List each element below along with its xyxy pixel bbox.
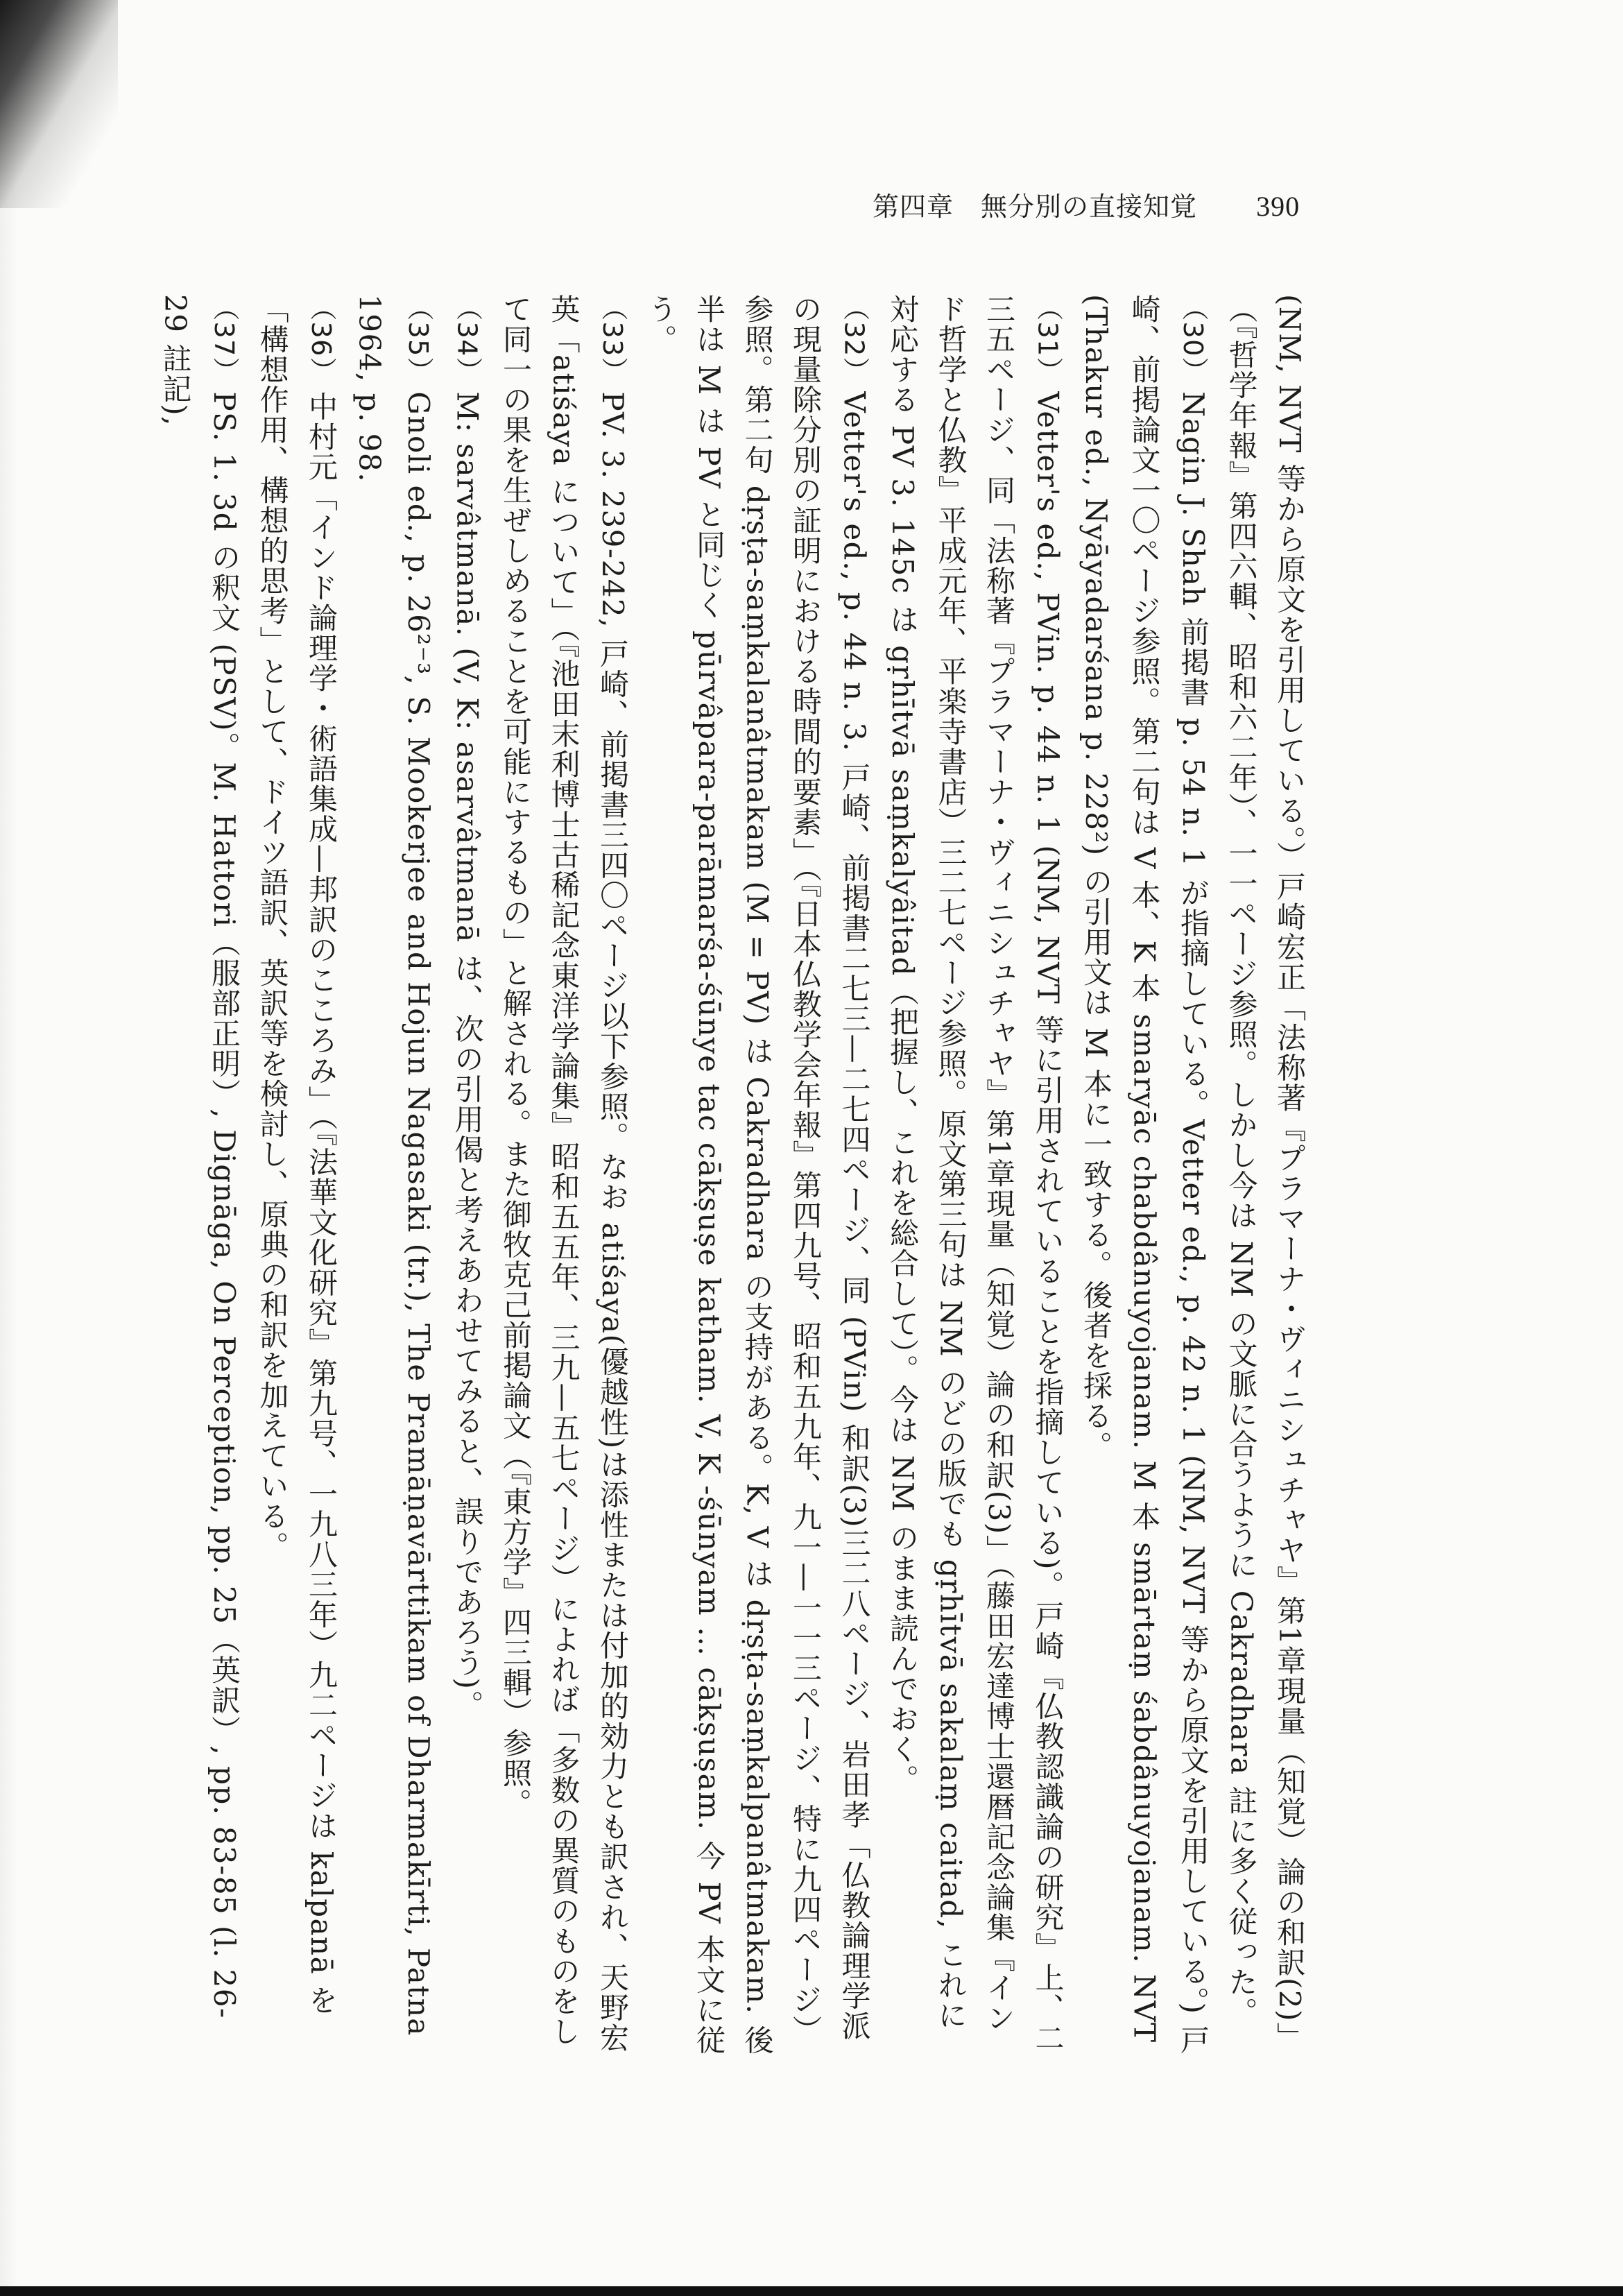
running-head: [873, 189, 1300, 225]
note-number: （30）: [1178, 294, 1208, 385]
note-34: [443, 294, 492, 2056]
footnotes-block: [158, 294, 1314, 2056]
note-number: （36）: [306, 294, 336, 385]
note-text: (NM, NVT 等から原文を引用している。）戸崎宏正「法称著『プラマーナ・ヴィニシュチャヤ』第1章現量（知覚）論の和訳(2)」（『哲学年報』第四六輯、昭和六二年）、一一ページ参照。しかし今は NM の文脈に合うように Cakradhara 註に多く従った。: [1224, 294, 1307, 2053]
note-continuation: [1217, 294, 1314, 2056]
note-number: （37）: [209, 294, 239, 385]
page-spine-shadow: [0, 0, 18, 2296]
chapter-title: 第四章 無分別の直接知覚: [873, 191, 1198, 222]
page-number: 390: [1256, 191, 1300, 222]
note-35: [345, 294, 443, 2056]
note-37: [151, 294, 248, 2056]
note-31: [879, 294, 1072, 2056]
note-text: Vetter's ed., p. 44 n. 3. 戸崎、前掲書二七三—二七四ページ、同 (PVin) 和訳(3)三二八ページ、岩田孝「仏教論理学派の現量除分別の証明における時間的要素」（『日本仏教学会年報』第四九号、昭和五九年、九一—一一三ページ、特に九四ページ）参照。第二句 dṛṣṭa-saṃkalanâtmakam (M = PV) は Cakradhara の支持がある。K, V は dṛṣṭa-saṃkalpanâtmakam. 後半は M は PV と同じく pūrvâpara-parāmarśa-śūnye tac cākṣuṣe katham. V, K -śūnyam … cākṣuṣam. 今 PV 本文に従う。: [644, 294, 872, 2055]
note-text: PS. 1. 3d の釈文 (PSV)。M. Hattori（服部正明）, Dignāga, On Perception, pp. 25（英訳）, pp. 83-85 (l. 26-29 註記),: [158, 294, 241, 2019]
note-30: [1072, 294, 1218, 2056]
note-text: Gnoli ed., p. 26²⁻³, S. Mookerjee and Hojun Nagasaki (tr.), The Pramāṇavārttikam of Dharmakīrti, Patna 1964, p. 98.: [352, 294, 436, 2037]
note-text: 中村元「インド論理学・術語集成—邦訳のこころみ」（『法華文化研究』第九号、一九八三年）九二ページは kalpanā を「構想作用、構想的思考」として、ドイツ語訳、英訳等を検討し、原典の和訳を加えている。: [255, 294, 338, 2016]
note-33: [492, 294, 637, 2056]
note-number: （32）: [839, 294, 870, 385]
note-32: [637, 294, 879, 2056]
note-text: Nagin J. Shah 前掲書 p. 54 n. 1 が指摘している。Vetter ed., p. 42 n. 1 (NM, NVT 等から原文を引用している。) 戸崎、前掲論文一〇ページ参照。第二句は V 本、K 本 smaryāc chabdânuyojanam. M 本 smārtaṃ śabdânuyojanam. NVT (Thakur ed., Nyāyadarśana p. 228²) の引用文は M 本に一致する。後者を採る。: [1079, 294, 1210, 2055]
note-number: （35）: [403, 294, 433, 385]
note-36: [248, 294, 345, 2056]
note-text: M: sarvâtmanā. (V, K: asarvâtmanā は、次の引用偈と考えあわせてみると、誤りであろう)。: [450, 391, 485, 1720]
note-text: Vetter's ed., PVin. p. 44 n. 1 (NM, NVT 等に引用されていることを指摘している)。戸崎『仏教認識論の研究』上、二三五ページ、同「法称著『プラマーナ・ヴィニシュチャヤ』第1章現量（知覚）論の和訳(3)」（藤田宏達博士還暦記念論集『インド哲学と仏教』平成元年、平楽寺書店）三二七ページ参照。原文第三句は NM のどの版でも gṛhītvā sakalaṃ caitad, これに対応する PV 3. 145c は gṛhītvā saṃkalyâitad（把握し、これを総合して）。今は NM のまま読んでおく。: [886, 294, 1065, 2054]
note-number: （31）: [1032, 294, 1063, 385]
scan-smudge: [0, 0, 118, 208]
note-number: （33）: [597, 294, 628, 385]
note-number: （34）: [452, 294, 483, 385]
note-text: PV. 3. 239-242, 戸崎、前掲書三四〇ページ以下参照。なお atiśaya(優越性)は添性または付加的効力とも訳され、天野宏英「atiśaya について」（『池田末利博士古稀記念東洋学論集』昭和五五年、三九—五七ページ）によれば「多数の異質のものをして同一の果を生ぜしめることを可能にするもの」と解される。また御牧克己前掲論文（『東方学』四三輯）参照。: [499, 294, 630, 2053]
scan-edge: [0, 2286, 1623, 2296]
